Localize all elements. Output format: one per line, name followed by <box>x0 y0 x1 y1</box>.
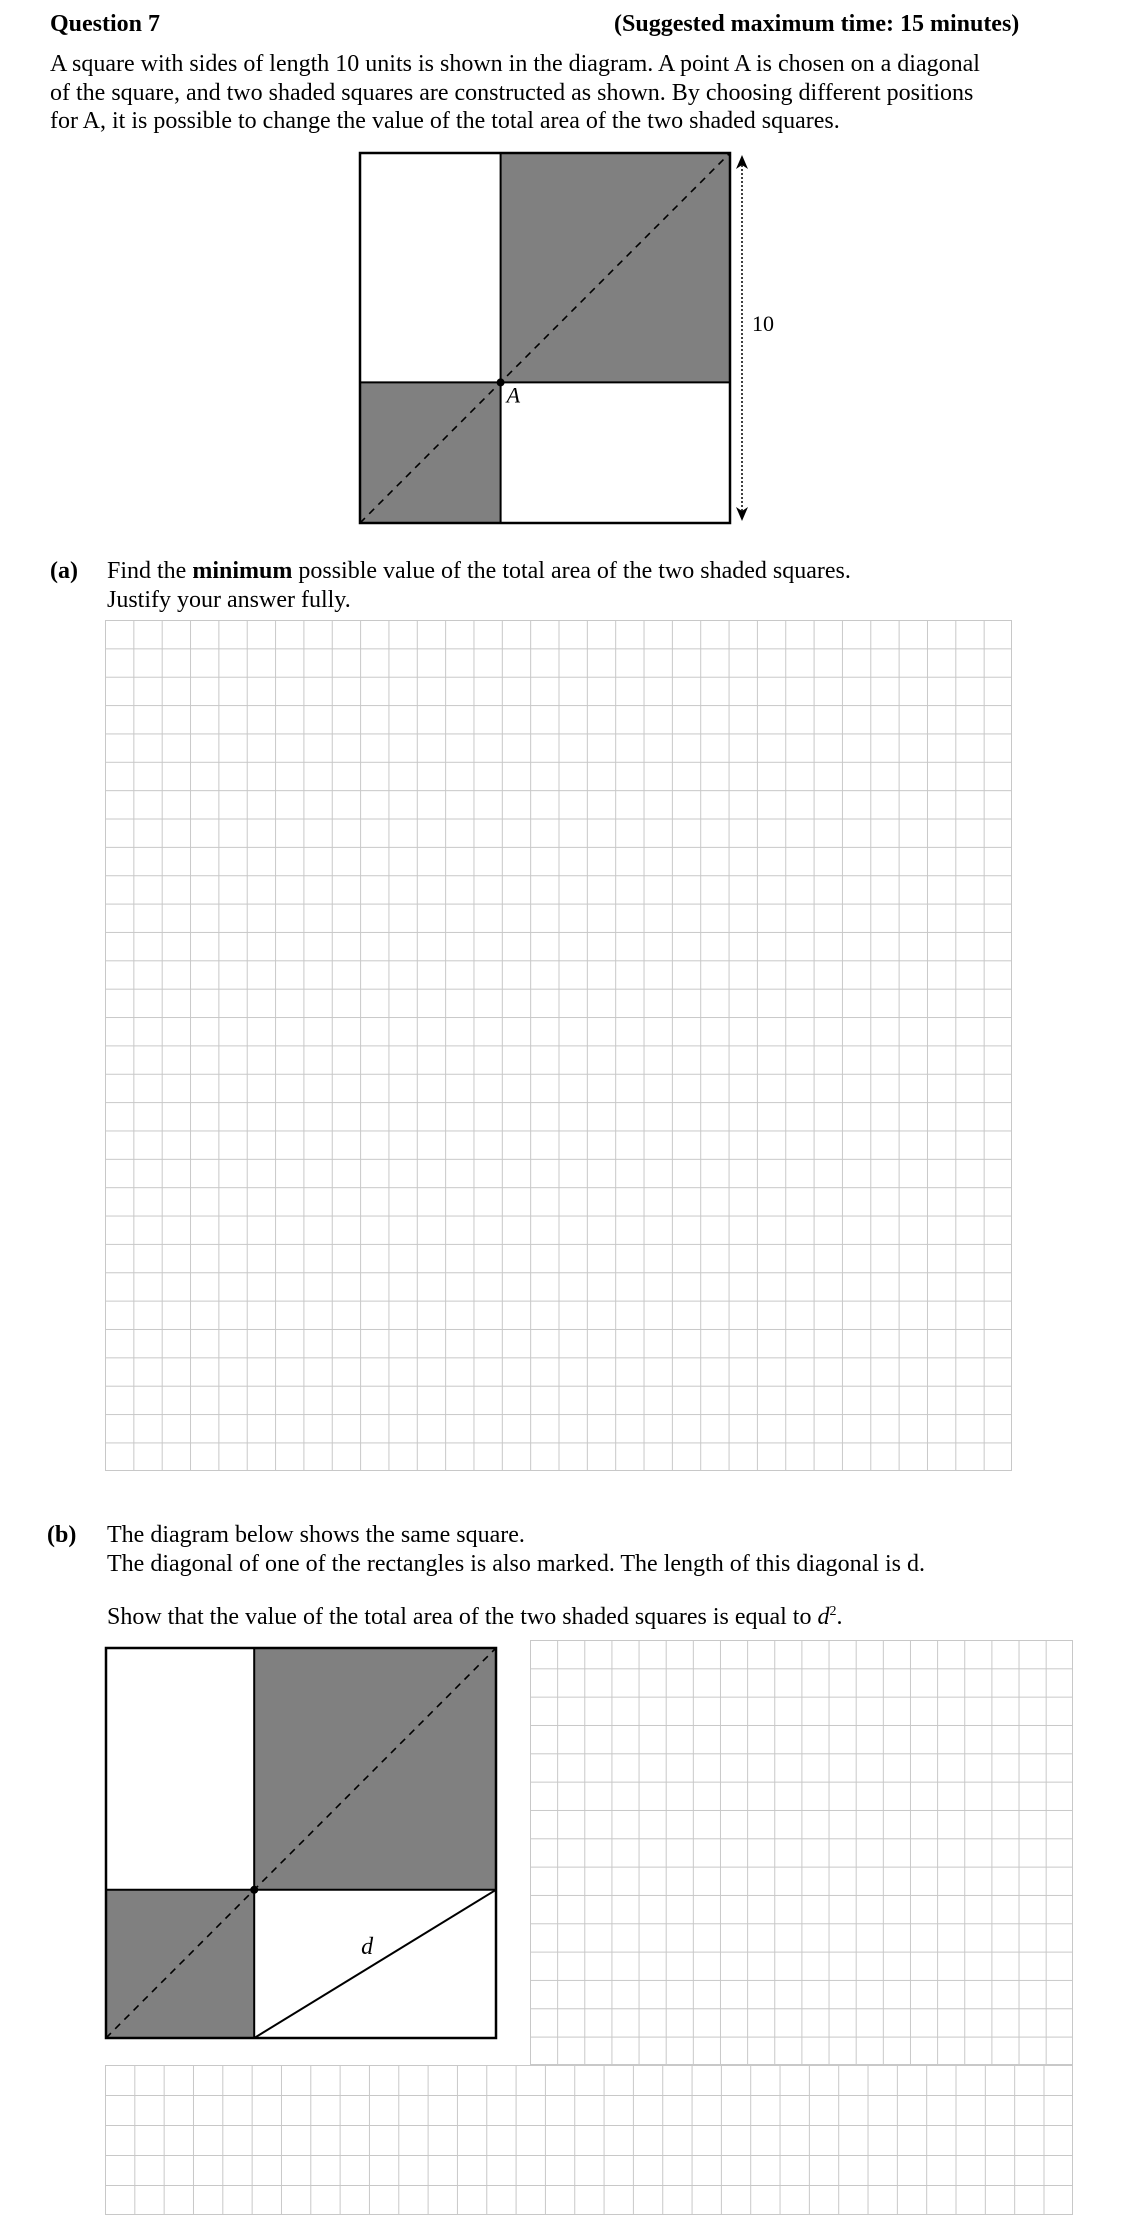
part-a-text-end: possible value of the total area of the two shaded squares. <box>292 558 851 584</box>
diagram-square-1 <box>355 145 795 535</box>
rectangle-diagonal-d <box>254 1890 496 2038</box>
question-label: Question 7 <box>50 11 161 37</box>
intro-line-2: of the square, and two shaded squares are constructed as shown. By choosing different positions <box>50 80 974 106</box>
diagonal-d-label: d <box>361 1933 374 1960</box>
part-b-line-2: The diagonal of one of the rectangles is also marked. The length of this diagonal is d. <box>107 1551 926 1577</box>
part-a-instruction: Justify your answer fully. <box>107 587 351 613</box>
part-a-question <box>107 557 851 586</box>
answer-grid-b-bottom[interactable] <box>105 2065 1073 2215</box>
answer-grid-b-right[interactable] <box>530 1640 1073 2065</box>
point-a-label: A <box>506 382 521 408</box>
time-note: (Suggested maximum time: 15 minutes) <box>614 11 1020 37</box>
part-a-text-start: Find the <box>107 558 193 584</box>
part-a-bold-word: minimum <box>192 558 293 584</box>
part-b-label: (b) <box>47 1522 77 1548</box>
formula-d: d <box>817 1604 830 1630</box>
answer-grid-a[interactable] <box>105 620 1012 1471</box>
formula-exponent: 2 <box>829 1604 837 1619</box>
point-a-marker-2 <box>250 1886 258 1894</box>
formula-period: . <box>836 1604 843 1630</box>
point-a-marker <box>497 378 505 386</box>
part-b-show-text: Show that the value of the total area of the two shaded squares is equal to <box>107 1604 812 1630</box>
side-length-label: 10 <box>752 311 774 336</box>
intro-line-3: for A, it is possible to change the value of the total area of the two shaded squares. <box>50 108 840 134</box>
part-b-line-3 <box>107 1597 842 1632</box>
intro-line-1: A square with sides of length 10 units is shown in the diagram. A point A is chosen on a diagonal <box>50 51 980 77</box>
diagram-square-2 <box>100 1642 505 2044</box>
part-b-line-1: The diagram below shows the same square. <box>107 1522 525 1548</box>
part-a-label: (a) <box>50 558 78 584</box>
